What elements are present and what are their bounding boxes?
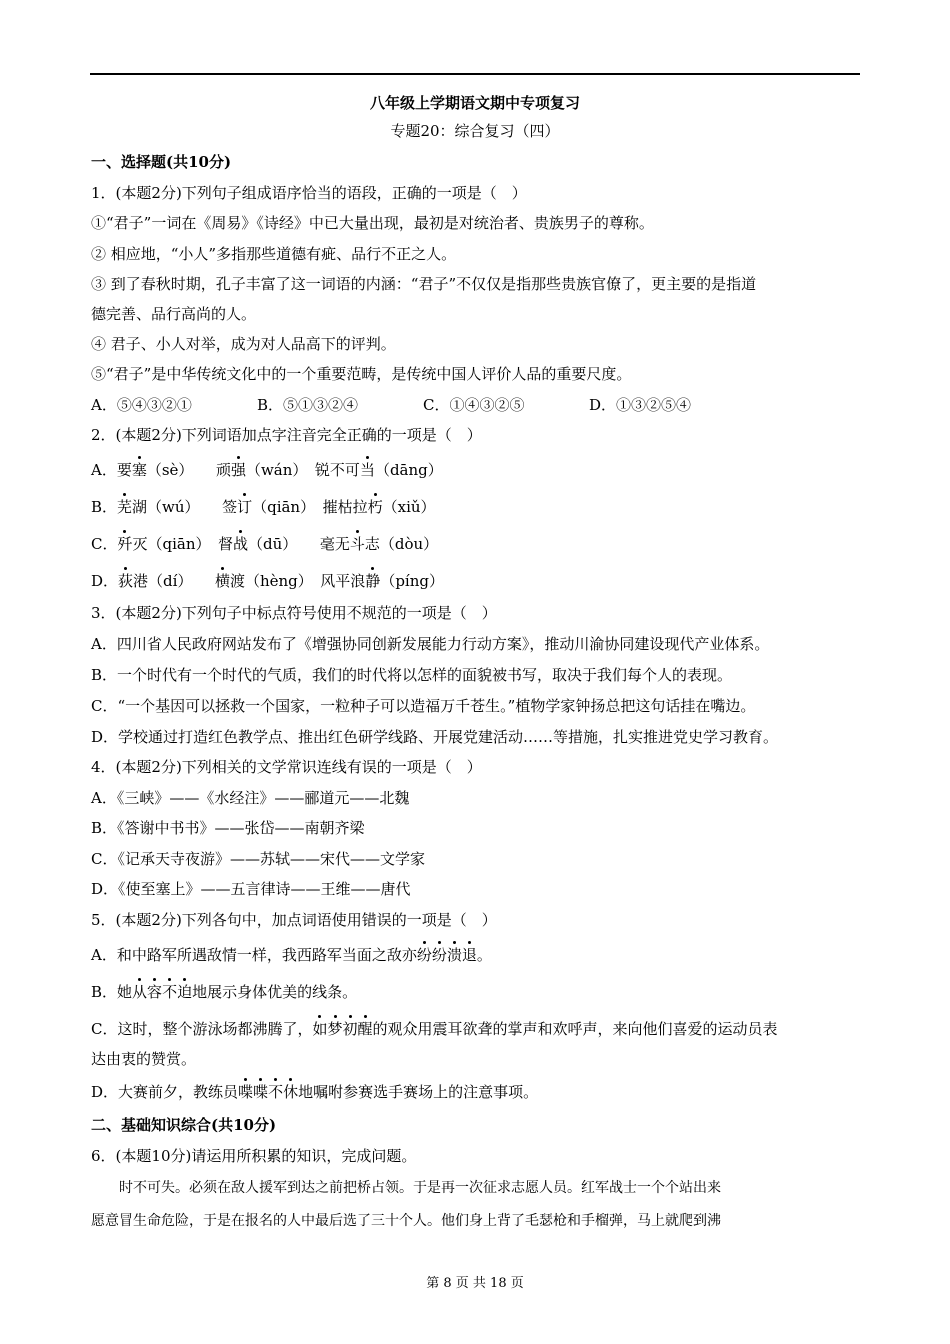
dotted-char: 溃 (446, 946, 462, 964)
dotted-char: 不 (268, 1083, 284, 1101)
word-text: B． (91, 498, 118, 516)
word-text: 锐不可 (314, 461, 360, 479)
q5-option-b[interactable] (91, 982, 357, 1002)
dotted-char: 强 (230, 461, 246, 479)
q2-stem: 2．(本题2分)下列词语加点字注音完全正确的一项是（ ） (91, 426, 482, 444)
dotted-phrase (312, 1020, 372, 1038)
q1-sentence-3-cont: 德完善、品行高尚的人。 (91, 305, 257, 323)
q6-passage-line-1: 时不可失。必须在敌人援军到达之前把桥占领。于是再一次征求志愿人员。红军战士一个个站出来 (91, 1180, 721, 1196)
page-footer: 第 8 页 共 18 页 (426, 1276, 524, 1291)
dotted-char: 歼 (117, 535, 133, 553)
dotted-char: 不 (162, 983, 178, 1001)
q5-option-d[interactable] (91, 1082, 538, 1102)
word-text: 毫无 (319, 535, 350, 553)
q1-options (91, 395, 691, 415)
q4-option-a[interactable]: A．《三峡》——《水经注》——郦道元——北魏 (91, 789, 410, 807)
dotted-char: 芜 (117, 498, 133, 516)
q2-option-d[interactable] (91, 571, 444, 591)
q2-option-c[interactable] (91, 534, 438, 554)
dotted-phrase (238, 1083, 298, 1101)
q3-option-d[interactable]: D．学校通过打造红色教学点、推出红色研学线路、开展党建活动……等措施，扎实推进党史学习教育。 (91, 728, 779, 746)
sentence-text: B．她 (91, 983, 133, 1001)
q4-option-c[interactable]: C．《记承天寺夜游》——苏轼——宋代——文学家 (91, 850, 425, 868)
q1-sentence-2: ② 相应地，“小人”多指那些道德有疵、品行不正之人。 (91, 245, 457, 263)
dotted-phrase (132, 983, 192, 1001)
pinyin-text: 湖（wú） (132, 498, 223, 516)
pinyin-text: 志（dòu） (364, 535, 439, 553)
q4-option-d[interactable]: D．《使至塞上》——五言律诗——王维——唐代 (91, 880, 411, 898)
word-text: 签 (222, 498, 238, 516)
q1-sentence-3: ③ 到了春秋时期，孔子丰富了这一词语的内涵：“君子”不仅仅是指那些贵族官僚了，更主要的是指道 (91, 275, 757, 293)
word-text: A．要 (91, 461, 132, 479)
dotted-char: 从 (132, 983, 148, 1001)
sentence-text: 的观众用震耳欲聋的掌声和欢呼声，来向他们喜爱的运动员表 (372, 1020, 778, 1038)
sentence-text: A．和中路军所遇敌情一样，我西路军当面之敌亦 (91, 946, 417, 964)
q1-option-b[interactable]: B．⑤①③②④ (257, 396, 359, 414)
q5-option-c[interactable] (91, 1019, 778, 1039)
q4-stem: 4．(本题2分)下列相关的文学常识连线有误的一项是（ ） (91, 758, 482, 776)
dotted-char: 订 (237, 498, 253, 516)
q3-option-a[interactable]: A．四川省人民政府网站发布了《增强协同创新发展能力行动方案》，推动川渝协同建设现代产业体系。 (91, 635, 770, 653)
dotted-char: 醒 (357, 1020, 373, 1038)
q1-sentence-5: ⑤“君子”是中华传统文化中的一个重要范畴，是传统中国人评价人品的重要尺度。 (91, 365, 632, 383)
dotted-char: 容 (147, 983, 163, 1001)
q3-option-b[interactable]: B．一个时代有一个时代的气质，我们的时代将以怎样的面貌被书写，取决于我们每个人的表现。 (91, 666, 733, 684)
dotted-char: 休 (283, 1083, 299, 1101)
pinyin-text: （wán） (245, 461, 315, 479)
q3-stem: 3．(本题2分)下列句子中标点符号使用不规范的一项是（ ） (91, 604, 497, 622)
pinyin-text: 港（dí） (133, 572, 215, 590)
dotted-char: 纷 (416, 946, 432, 964)
q6-stem: 6．(本题10分)请运用所积累的知识，完成问题。 (91, 1147, 417, 1165)
q1-option-a[interactable]: A．⑤④③②① (91, 396, 192, 414)
sentence-text: 地嘱咐参赛选手赛场上的注意事项。 (298, 1083, 539, 1101)
dotted-char: 静 (365, 572, 381, 590)
sentence-text: D．大赛前夕，教练员 (91, 1083, 239, 1101)
q2-option-a[interactable] (91, 460, 443, 480)
q5-option-a[interactable] (91, 945, 492, 965)
pinyin-text: （sè） (146, 461, 216, 479)
dotted-char: 朽 (367, 498, 383, 516)
section-heading-1: 一、选择题(共10分) (91, 153, 232, 171)
page-subtitle: 专题20：综合复习（四） (390, 122, 560, 140)
pinyin-text: 灭（qiān） (132, 535, 219, 553)
page-title: 八年级上学期语文期中专项复习 (369, 94, 580, 112)
sentence-text: 地展示身体优美的线条。 (192, 983, 358, 1001)
q3-option-c[interactable]: C．“一个基因可以拯救一个国家，一粒种子可以造福万千苍生。”植物学家钟扬总把这句话挂在嘴边。 (91, 697, 756, 715)
pinyin-text: （xiǔ） (382, 498, 436, 516)
pinyin-text: （píng） (380, 572, 444, 590)
dotted-char: 迫 (177, 983, 193, 1001)
dotted-char: 如 (312, 1020, 328, 1038)
header-rule (90, 73, 860, 75)
dotted-char: 纷 (431, 946, 447, 964)
dotted-char: 塞 (131, 461, 147, 479)
dotted-char: 斗 (349, 535, 365, 553)
pinyin-text: （dū） (248, 535, 320, 553)
word-text: C． (91, 535, 118, 553)
q4-option-b[interactable]: B．《答谢中书书》——张岱——南朝齐梁 (91, 819, 365, 837)
word-text: D． (91, 572, 119, 590)
pinyin-text: （dāng） (374, 461, 443, 479)
dotted-char: 横 (214, 572, 230, 590)
dotted-char: 荻 (118, 572, 134, 590)
q1-stem: 1．(本题2分)下列句子组成语序恰当的语段，正确的一项是（ ） (91, 184, 527, 202)
q6-passage-line-2: 愿意冒生命危险，于是在报名的人中最后选了三十个人。他们身上背了毛瑟枪和手榴弹，马上就爬到沸 (91, 1213, 721, 1229)
word-text: 风平浪 (320, 572, 366, 590)
dotted-char: 梦 (327, 1020, 343, 1038)
pinyin-text: （qiān） (252, 498, 323, 516)
q5-option-c-cont: 达由衷的赞赏。 (91, 1050, 197, 1068)
dotted-char: 喋 (238, 1083, 254, 1101)
q1-option-c[interactable]: C．①④③②⑤ (423, 396, 525, 414)
dotted-char: 战 (233, 535, 249, 553)
word-text: 顽 (215, 461, 231, 479)
q1-option-d[interactable]: D．①③②⑤④ (589, 396, 692, 414)
word-text: 督 (218, 535, 234, 553)
q1-sentence-4: ④ 君子、小人对举，成为对人品高下的评判。 (91, 335, 396, 353)
q5-stem: 5．(本题2分)下列各句中，加点词语使用错误的一项是（ ） (91, 911, 497, 929)
dotted-char: 初 (342, 1020, 358, 1038)
word-text: 摧枯拉 (322, 498, 368, 516)
sentence-text: C．这时，整个游泳场都沸腾了， (91, 1020, 313, 1038)
dotted-char: 退 (461, 946, 477, 964)
q2-option-b[interactable] (91, 497, 436, 517)
dotted-phrase (417, 946, 477, 964)
q1-sentence-1: ①“君子”一词在《周易》《诗经》中已大量出现，最初是对统治者、贵族男子的尊称。 (91, 214, 654, 232)
sentence-text: 。 (476, 946, 492, 964)
pinyin-text: 渡（hèng） (229, 572, 321, 590)
section-heading-2: 二、基础知识综合(共10分) (91, 1116, 277, 1134)
dotted-char: 喋 (253, 1083, 269, 1101)
dotted-char: 当 (359, 461, 375, 479)
